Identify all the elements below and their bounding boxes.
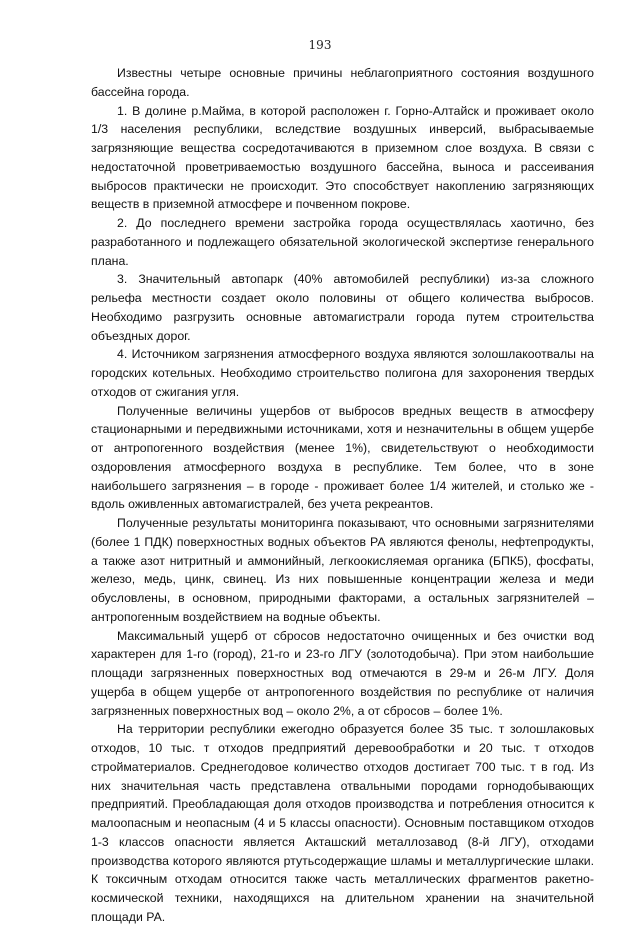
paragraph-cause-1: 1. В долине р.Майма, в которой расположен г. Горно-Алтайск и проживает около 1/3 населения республики, вследствие воздушных инверсий, выбрасываемые загрязняющие вещества сосредотачиваются в приземном слое воздуха. В связи с недостаточной проветриваемостью воздушного бассейна, выноса и рассеивания выбросов практически не происходит. Это способствует накоплению загрязняющих веществ в приземной атмосфере и почвенном покрове. xyxy=(91,103,594,212)
paragraph-cause-2: 2. До последнего времени застройка города осуществлялась хаотично, без разработанного и подлежащего обязательной экологической экспертизе генерального плана. xyxy=(91,216,594,268)
paragraph-air-damage: Полученные величины ущербов от выбросов вредных веществ в атмосферу стационарными и передвижными источниками, хотя и незначительны в общем ущербе от антропогенного воздействия (менее 1%), свидетельствуют о необходимости оздоровления атмосферного воздуха в республике. Тем более, что в зоне наибольшего загрязнения – в городе - проживает более 1/4 жителей, и столько же - вдоль оживленных автомагистралей, без учета рекреантов. xyxy=(91,403,594,512)
paragraph-cause-3: 3. Значительный автопарк (40% автомобилей республики) из-за сложного рельефа местности создает около половины от общего количества выбросов. Необходимо разгрузить основные автомагистрали города путем строительства объездных дорог. xyxy=(91,272,594,343)
page-number: 193 xyxy=(308,38,332,52)
paragraph-waste: На территории республики ежегодно образуется более 35 тыс. т золошлаковых отходов, 10 тыс. т отходов предприятий деревообработки и 20 тыс. т отходов стройматериалов. Среднегодовое количество отходов достигает 700 тыс. т в год. Из них значительная часть представлена отвальными породами горнодобывающих предприятий. Преобладающая доля отходов производства и потребления относится к малоопасным и неопасным (4 и 5 классы опасности). Основным поставщиком отходов 1-3 классов опасности является Акташский металлозавод (8-й ЛГУ), отходами производства которого являются ртутьсодержащие шламы и металлургические шлаки. К токсичным отходам относится также часть металлических фрагментов ракетно-космической техники, находящихся на длительном хранении на значительной площади РА. xyxy=(91,722,594,924)
paragraph-water-damage: Максимальный ущерб от сбросов недостаточно очищенных и без очистки вод характерен для 1-го (город), 21-го и 23-го ЛГУ (золотодобыча). При этом наибольшие площади загрязненных поверхностных вод отмечаются в 29-м и 26-м ЛГУ. Доля ущерба в общем ущербе от антропогенного воздействия по республике от наличия загрязненных поверхностных вод – около 2%, а от сбросов – более 1%. xyxy=(91,628,594,718)
body-text xyxy=(91,64,594,927)
paragraph-water-monitoring: Полученные результаты мониторинга показывают, что основными загрязнителями (более 1 ПДК) поверхностных водных объектов РА являются фенолы, нефтепродукты, а также азот нитритный и аммонийный, легкоокисляемая органика (БПК5), фосфаты, железо, медь, цинк, свинец. Из них повышенные концентрации железа и меди обусловлены, в основном, природными факторами, а остальных загрязнителей – антропогенным воздействием на водные объекты. xyxy=(91,516,594,624)
paragraph-intro: Известны четыре основные причины неблагоприятного состояния воздушного бассейна города. xyxy=(91,66,594,99)
paragraph-cause-4: 4. Источником загрязнения атмосферного воздуха являются золошлакоотвалы на городских котельных. Необходимо строительство полигона для захоронения твердых отходов от сжигания угля. xyxy=(91,347,594,399)
